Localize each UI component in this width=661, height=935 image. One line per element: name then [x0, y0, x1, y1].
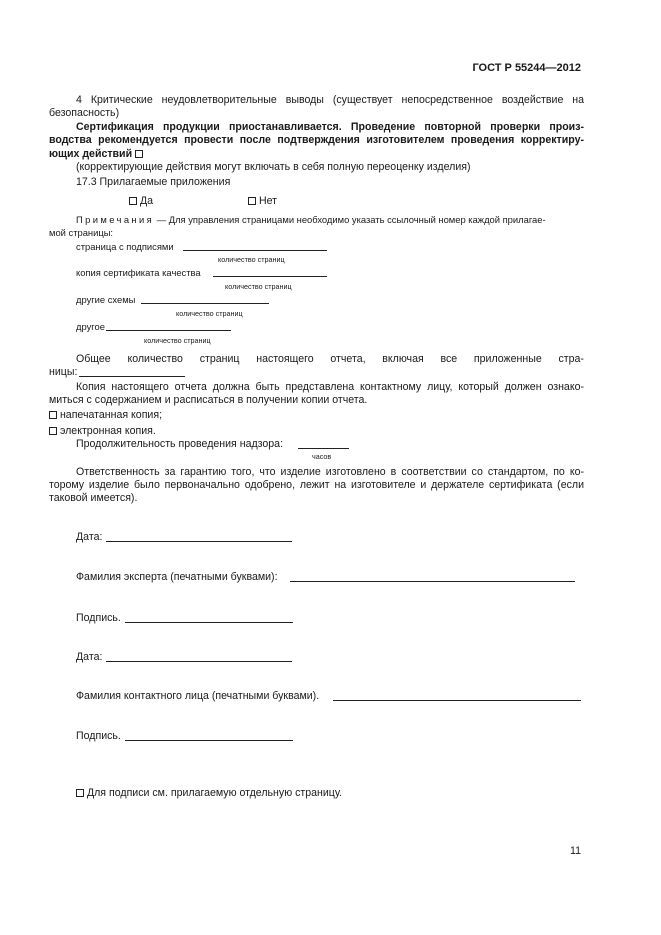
separate-page-label: Для подписи см. прилагаемую отдельную страницу.	[86, 787, 343, 799]
printed-copy-checkbox[interactable]	[49, 411, 57, 419]
separate-page-checkbox[interactable]	[76, 789, 84, 797]
responsibility-line2: торому изделие было первоначально одобрено, лежит на изготовителе и держателе сертификата (если	[49, 479, 584, 491]
total-word: отчета,	[330, 353, 366, 365]
electronic-copy-label: электронная копия.	[59, 425, 156, 437]
section4-line1: 4 Критические неудовлетворительные выводы (существует непосредственное воздействие на	[76, 94, 584, 106]
date-label: Дата:	[76, 531, 103, 543]
duration-label: Продолжительность проведения надзора:	[76, 438, 284, 450]
contact-name-label: Фамилия контактного лица (печатными буквами).	[76, 690, 320, 702]
corrective-actions-checkbox[interactable]	[135, 150, 143, 158]
section4-bold-line1: Сертификация продукции приостанавливается. Проведение повторной проверки произ-	[76, 121, 584, 133]
total-pages-line[interactable]	[79, 376, 185, 377]
option-no[interactable]	[248, 195, 277, 208]
doc-code: ГОСТ Р 55244—2012	[472, 62, 581, 74]
expert-name-line[interactable]	[290, 581, 575, 582]
total-word: настоящего	[256, 353, 314, 365]
section4-note: (корректирующие действия могут включать в себя полную переоценку изделия)	[76, 161, 471, 173]
remark-label: Примечания	[76, 214, 155, 225]
total-word: все	[440, 353, 458, 365]
total-line1	[76, 353, 584, 366]
no-checkbox[interactable]	[248, 197, 256, 205]
total-word: стра-	[558, 353, 584, 365]
contact-signature-label: Подпись.	[76, 730, 121, 742]
section4-bold-line3	[49, 148, 143, 161]
date-label-2: Дата:	[76, 651, 103, 663]
certificate-copy-label: копия сертификата качества	[76, 267, 201, 278]
total-line2: ницы:	[49, 366, 78, 378]
contact-name-line[interactable]	[333, 700, 581, 701]
total-word: страниц	[199, 353, 240, 365]
yes-label: Да	[139, 195, 154, 207]
section4-bold-line3-text: ющих действий	[49, 148, 133, 160]
expert-name-label: Фамилия эксперта (печатными буквами):	[76, 571, 278, 583]
printed-copy-option[interactable]	[49, 409, 162, 422]
other-schemes-label: другие схемы	[76, 294, 136, 305]
certificate-count-hint: количество страниц	[225, 282, 292, 291]
no-label: Нет	[258, 195, 277, 207]
copy-line1: Копия настоящего отчета должна быть представлена контактному лицу, который должен ознако-	[76, 381, 584, 393]
total-word: Общее	[76, 353, 111, 365]
electronic-copy-option[interactable]	[49, 425, 156, 438]
printed-copy-label: напечатанная копия;	[59, 409, 163, 421]
other-schemes-count-hint: количество страниц	[176, 309, 243, 318]
page-number: 11	[570, 845, 581, 857]
signatures-count-hint: количество страниц	[218, 255, 285, 264]
other-line[interactable]	[106, 330, 231, 331]
section-17-3-title: 17.3 Прилагаемые приложения	[76, 176, 231, 188]
total-word: приложенные	[473, 353, 542, 365]
other-schemes-line[interactable]	[141, 303, 269, 304]
other-label: другое	[76, 321, 105, 332]
yes-checkbox[interactable]	[129, 197, 137, 205]
other-count-hint: количество страниц	[144, 336, 211, 345]
signatures-page-label: страница с подписями	[76, 241, 174, 252]
duration-unit: часов	[312, 452, 332, 461]
date-line-2[interactable]	[106, 661, 292, 662]
section4-line2: безопасность)	[49, 107, 120, 119]
copy-line2: миться с содержанием и расписаться в получении копии отчета.	[49, 394, 368, 406]
total-word: включая	[382, 353, 424, 365]
electronic-copy-checkbox[interactable]	[49, 427, 57, 435]
signatures-page-line[interactable]	[183, 250, 327, 251]
remark-line1	[76, 214, 546, 226]
certificate-copy-line[interactable]	[213, 276, 327, 277]
separate-page-option[interactable]	[76, 787, 342, 800]
expert-signature-label: Подпись.	[76, 612, 121, 624]
duration-line[interactable]	[298, 448, 349, 449]
expert-signature-line[interactable]	[125, 622, 293, 623]
responsibility-line3: таковой имеется).	[49, 492, 138, 504]
section4-bold-line2: водства рекомендуется провести после подтверждения изготовителем проведения корректиру-	[49, 134, 584, 146]
total-word: количество	[127, 353, 183, 365]
contact-signature-line[interactable]	[125, 740, 293, 741]
option-yes[interactable]	[129, 195, 153, 208]
date-line[interactable]	[106, 541, 292, 542]
remark-line2: мой страницы:	[49, 227, 114, 238]
remark-text1: — Для управления страницами необходимо указать ссылочный номер каждой прилагае-	[156, 214, 546, 225]
responsibility-line1: Ответственность за гарантию того, что изделие изготовлено в соответствии со стандартом, по ко-	[76, 466, 584, 478]
